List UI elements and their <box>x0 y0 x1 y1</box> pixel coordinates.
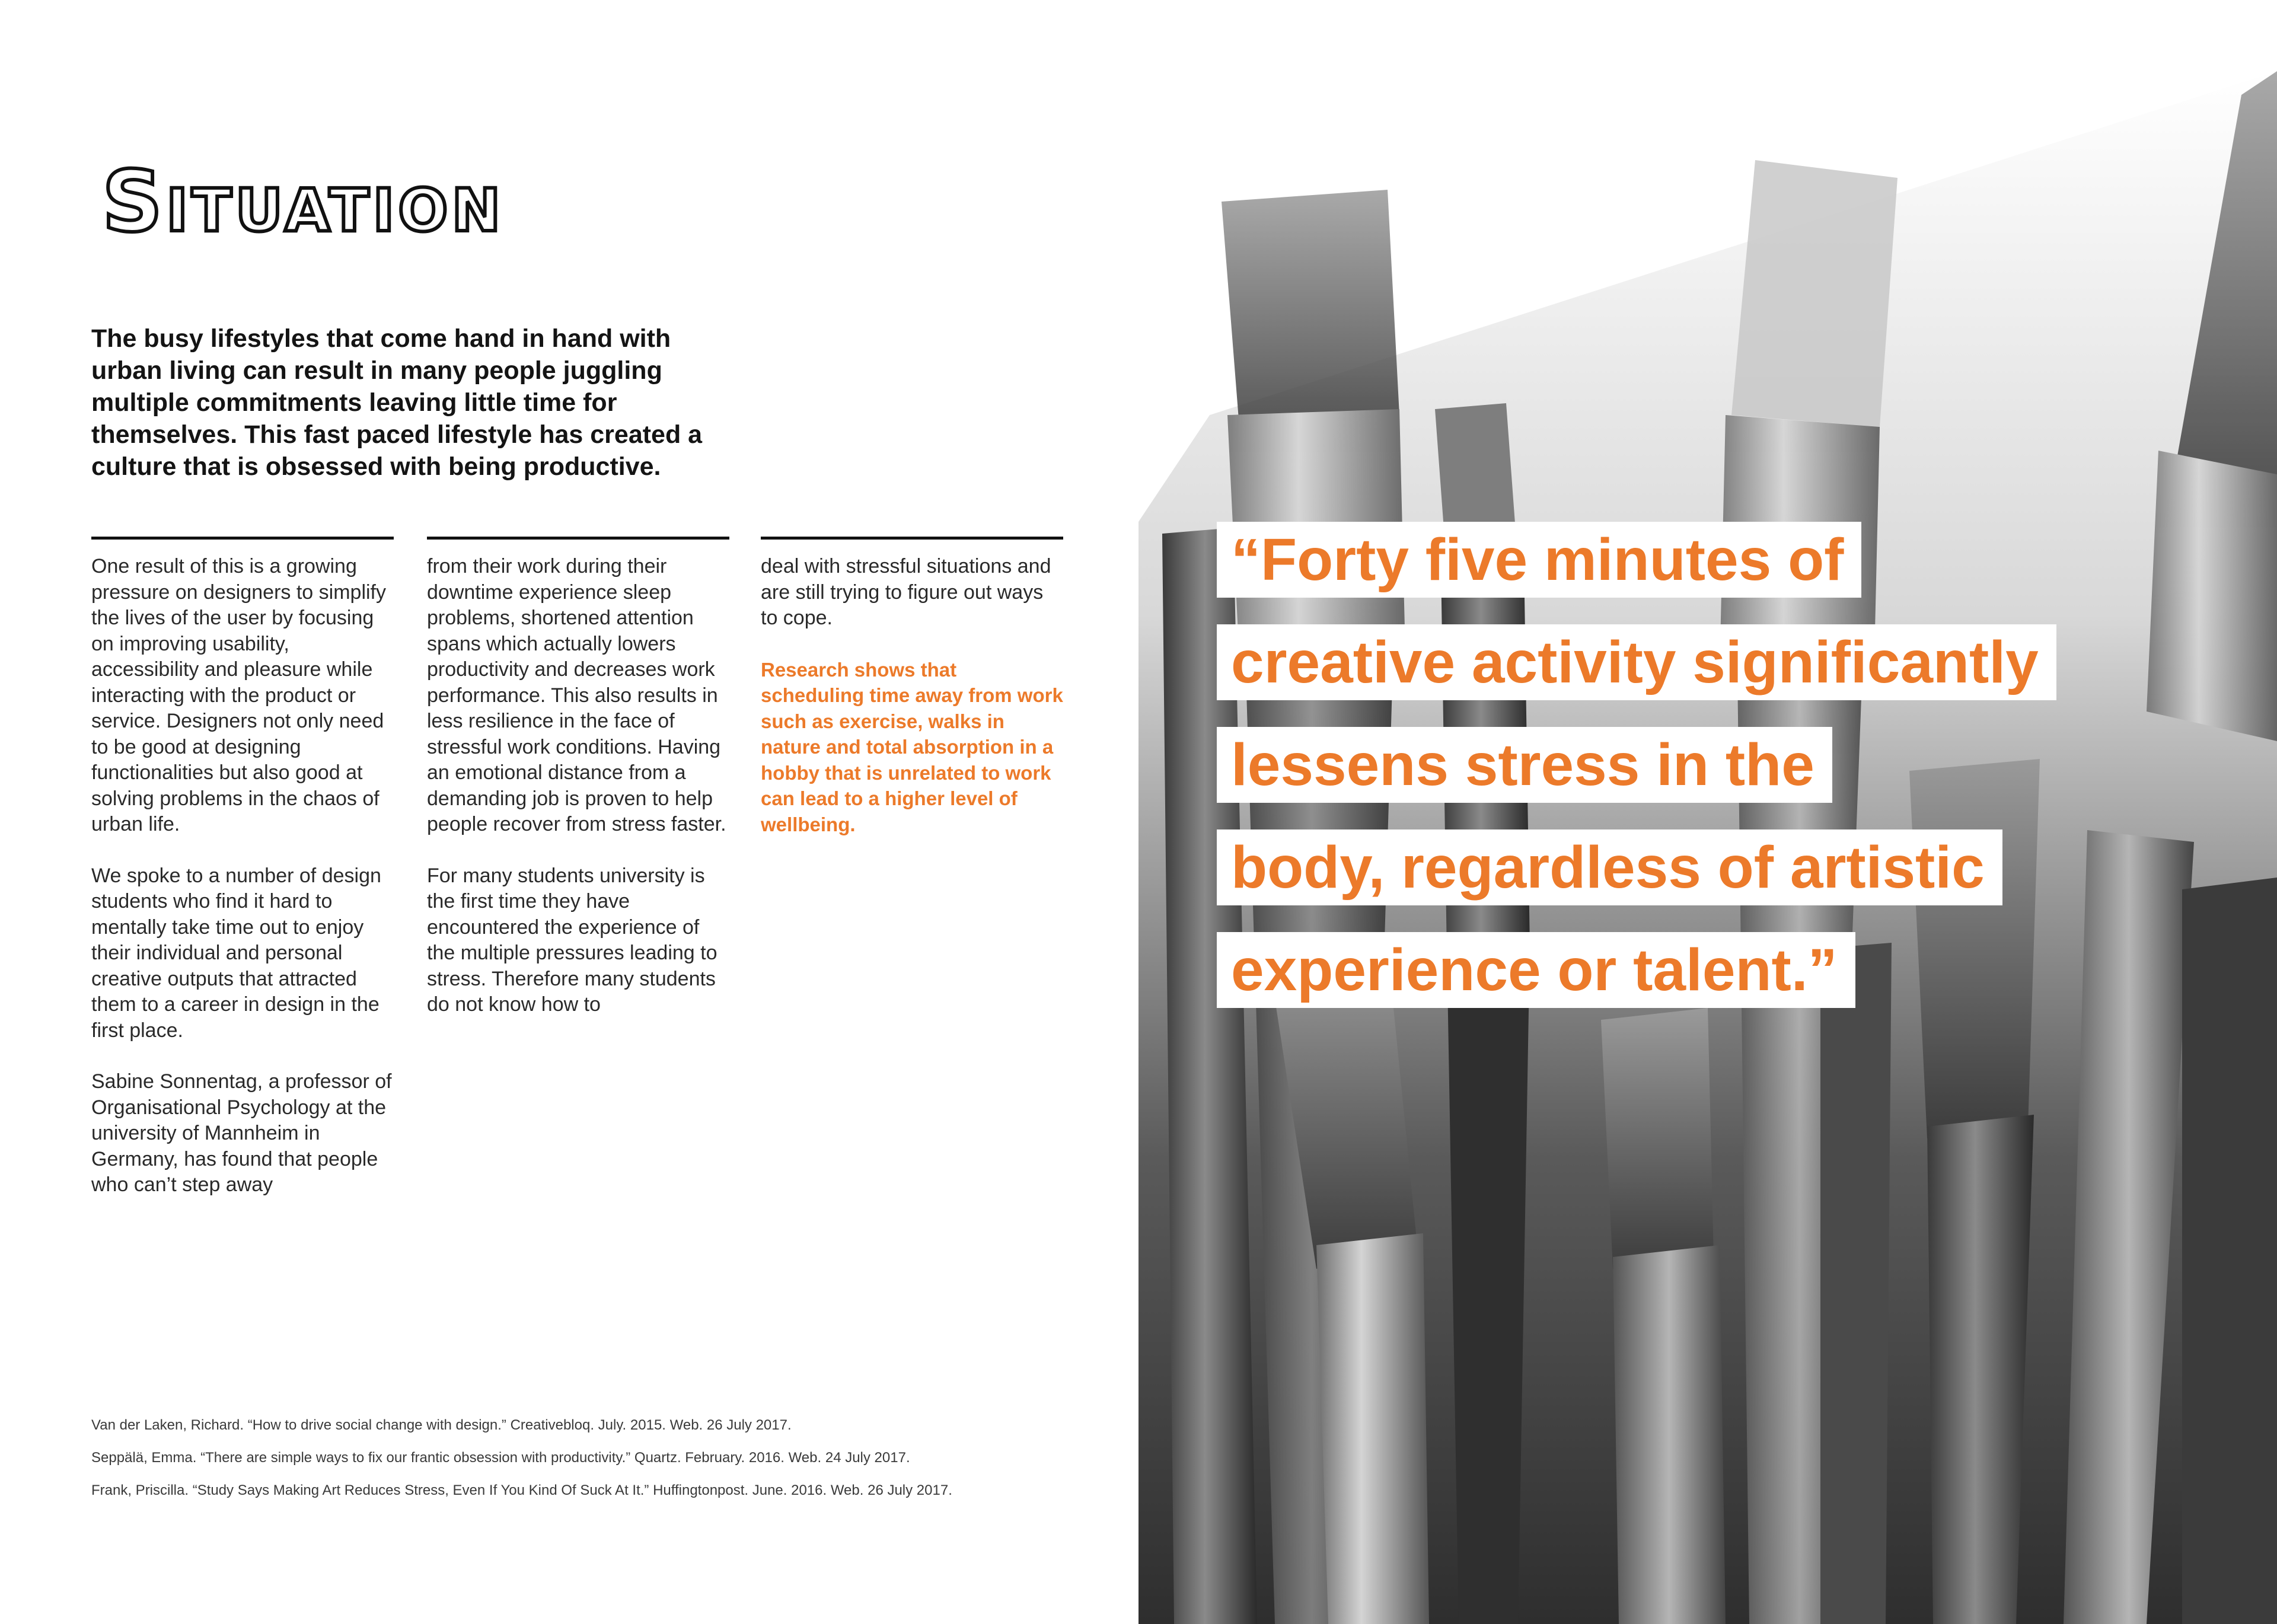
reference-item: Van der Laken, Richard. “How to drive social change with design.” Creativebloq. July. 2015. Web. 26 July 2017. <box>91 1417 792 1433</box>
body-paragraph: Sabine Sonnentag, a professor of Organisational Psychology at the university of Mannheim in Germany, has found that people who can’t step away <box>91 1070 392 1196</box>
highlight-paragraph: Research shows that scheduling time away from work such as exercise, walks in nature and total absorption in a hobby that is unrelated to work can lead to a higher level of wellbeing. <box>761 658 1063 835</box>
text-column-3 <box>761 537 1063 863</box>
body-paragraph: from their work during their downtime experience sleep problems, shortened attention spans which actually lowers productivity and decreases work performance. This also results in less resilience in the face of stressful work conditions. Having an emotional distance from a demanding job is proven to help people recover from stress faster. <box>427 555 726 835</box>
image-page <box>1138 0 2277 1624</box>
body-paragraph: For many students university is the first time they have encountered the experience of the multiple pressures leading to stress. Therefore many students do not know how to <box>427 864 717 1016</box>
text-page <box>0 0 1138 1624</box>
section-heading: Situation <box>102 153 505 251</box>
column-rule <box>91 537 394 540</box>
references <box>91 1417 1123 1515</box>
quote-line: body, regardless of artistic <box>1217 829 2002 905</box>
body-paragraph: deal with stressful situations and are still trying to figure out ways to cope. <box>761 555 1051 629</box>
text-column-2 <box>427 537 729 1044</box>
column-rule <box>761 537 1063 540</box>
reference-item: Frank, Priscilla. “Study Says Making Art Reduces Stress, Even If You Kind Of Suck At It.” Huffingtonpost. June. 2016. Web. 26 July 2017. <box>91 1482 952 1498</box>
pull-quote <box>1217 522 2225 1035</box>
lead-paragraph: The busy lifestyles that come hand in hand with urban living can result in many people juggling multiple commitments leaving little time for themselves. This fast paced lifestyle has created a culture that is obsessed with being productive. <box>91 324 703 481</box>
quote-line: creative activity significantly <box>1217 624 2056 700</box>
quote-line: lessens stress in the <box>1217 727 1832 803</box>
body-paragraph: One result of this is a growing pressure on designers to simplify the lives of the user by focusing on improving usability, accessibility and pleasure while interacting with the product or service. Designers not only need to be good at designing functionalities but also good at solving problems in the chaos of urban life. <box>91 555 387 835</box>
text-column-1 <box>91 537 394 1224</box>
quote-line: “Forty five minutes of <box>1217 522 1861 598</box>
reference-item: Seppälä, Emma. “There are simple ways to fix our frantic obsession with productivity.” Quartz. February. 2016. Web. 24 July 2017. <box>91 1450 910 1466</box>
body-paragraph: We spoke to a number of design students who find it hard to mentally take time out to enjoy their individual and personal creative outputs that attracted them to a career in design in the first place. <box>91 864 381 1042</box>
quote-line: experience or talent.” <box>1217 932 1855 1008</box>
column-rule <box>427 537 729 540</box>
